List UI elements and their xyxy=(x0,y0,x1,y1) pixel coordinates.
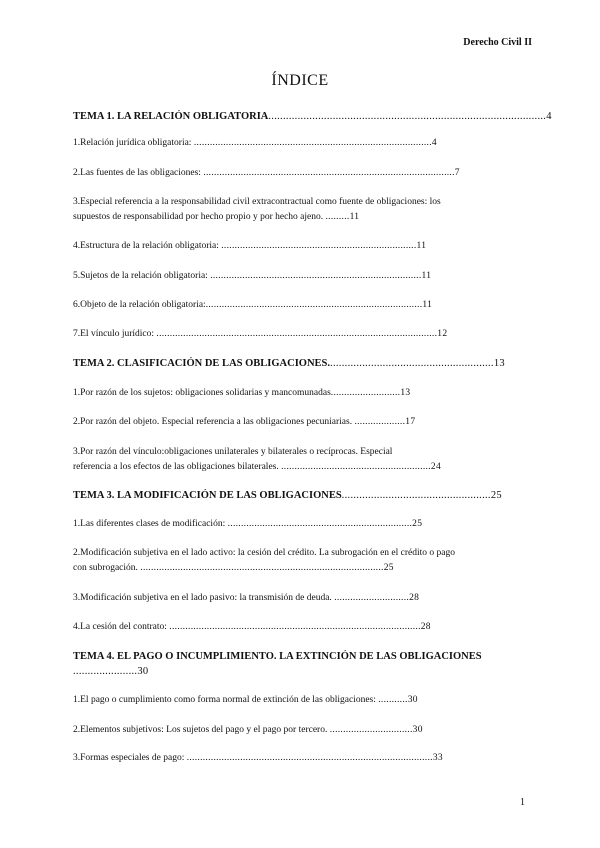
toc-leader-dots: ........................................................ xyxy=(281,462,431,472)
toc-section-line[interactable] xyxy=(73,137,437,150)
toc-chapter-line[interactable] xyxy=(73,489,502,502)
toc-entry-text: con subrogación. xyxy=(73,563,141,573)
toc-page-number: 11 xyxy=(422,300,433,310)
toc-leader-dots: ..................................................................... xyxy=(227,519,413,529)
toc-leader-dots: ............................... xyxy=(329,725,413,735)
toc-chapter-line[interactable] xyxy=(73,357,505,370)
toc-page-number: 7 xyxy=(454,168,460,178)
toc-page-number: 25 xyxy=(412,519,423,529)
toc-entry-text: supuestos de responsabilidad por hecho propio y por hecho ajeno. xyxy=(73,212,326,222)
toc-page-number: 30 xyxy=(412,725,423,735)
toc-chapter-line[interactable] xyxy=(73,665,148,678)
toc-section-line[interactable] xyxy=(73,518,422,531)
toc-section-line[interactable] xyxy=(73,562,394,575)
toc-leader-dots: ........... xyxy=(378,695,408,705)
toc-entry-text: 4.Estructura de la relación obligatoria: xyxy=(73,241,222,251)
toc-entry-text: TEMA 4. EL PAGO O INCUMPLIMIENTO. LA EXTINCIÓN DE LAS OBLIGACIONES xyxy=(73,651,482,662)
toc-section-line[interactable] xyxy=(73,694,418,707)
toc-entry-text: 1.Relación jurídica obligatoria: xyxy=(73,138,194,148)
toc-entry-text: 7.El vínculo jurídico: xyxy=(73,329,157,339)
toc-entry-text: 6.Objeto de la relación obligatoria: xyxy=(73,300,206,310)
toc-leader-dots: ................................................................................. xyxy=(205,300,423,310)
toc-entry-text: 3.Modificación subjetiva en el lado pasivo: la transmisión de deuda. xyxy=(73,593,335,603)
toc-section-line[interactable] xyxy=(73,299,432,312)
toc-entry-text: 3.Especial referencia a la responsabilidad civil extracontractual como fuente de obligaciones: los xyxy=(73,197,441,207)
toc-page-number: 28 xyxy=(420,622,431,632)
toc-entry-text: 2.Elementos subjetivos: Los sujetos del pago y el pago por tercero. xyxy=(73,725,330,735)
toc-entry-text: TEMA 1. LA RELACIÓN OBLIGATORIA xyxy=(73,111,269,122)
toc-entry-text: 2.Por razón del objeto. Especial referencia a las obligaciones pecuniarias. xyxy=(73,417,355,427)
page-number: 1 xyxy=(520,797,525,808)
toc-leader-dots: ...................... xyxy=(73,666,138,677)
toc-entry-text: 3.Formas especiales de pago: xyxy=(73,753,187,763)
toc-leader-dots: ............................................................................................ xyxy=(186,753,433,763)
toc-page-number: 4 xyxy=(431,138,437,148)
toc-section-line[interactable] xyxy=(73,461,441,474)
toc-leader-dots: .............................................................................................. xyxy=(169,622,421,632)
toc-section-line[interactable] xyxy=(73,211,359,224)
toc-section-line[interactable] xyxy=(73,387,410,400)
toc-section-line[interactable] xyxy=(73,416,415,429)
toc-page-number: 11 xyxy=(349,212,360,222)
toc-page-number: 12 xyxy=(437,329,448,339)
toc-page-number: 33 xyxy=(432,753,443,763)
toc-section-line[interactable] xyxy=(73,270,431,283)
toc-page-number: 13 xyxy=(400,388,411,398)
toc-section-line[interactable] xyxy=(73,446,392,459)
toc-leader-dots: ............................ xyxy=(334,593,410,603)
toc-page-number: 13 xyxy=(493,358,505,369)
toc-entry-text: 5.Sujetos de la relación obligatoria: xyxy=(73,271,211,281)
toc-leader-dots: ................... xyxy=(354,417,406,427)
toc-entry-text: 3.Por razón del vínculo:obligaciones unilaterales y bilaterales o recíprocas. Especial xyxy=(73,447,393,457)
toc-section-line[interactable] xyxy=(73,592,419,605)
toc-section-line[interactable] xyxy=(73,724,423,737)
toc-section-line[interactable] xyxy=(73,328,447,341)
toc-page-number: 4 xyxy=(546,111,552,122)
toc-leader-dots: ........................................................................................... xyxy=(140,563,384,573)
running-header: Derecho Civil II xyxy=(463,37,532,48)
toc-section-line[interactable] xyxy=(73,240,426,253)
toc-leader-dots: ............................................................................... xyxy=(210,271,422,281)
toc-page-number: 25 xyxy=(383,563,394,573)
toc-entry-text: 2.Las fuentes de las obligaciones: xyxy=(73,168,204,178)
toc-entry-text: 1.El pago o cumplimiento como forma normal de extinción de las obligaciones: xyxy=(73,695,379,705)
toc-page-number: 30 xyxy=(137,666,149,677)
toc-entry-text: 2.Modificación subjetiva en el lado activo: la cesión del crédito. La subrogación en el crédito o pago xyxy=(73,548,455,558)
toc-section-line[interactable] xyxy=(73,167,460,180)
toc-page-number: 11 xyxy=(416,241,427,251)
toc-page-number: 24 xyxy=(430,462,442,472)
toc-section-line[interactable] xyxy=(73,547,455,560)
toc-entry-text: 1.Las diferentes clases de modificación: xyxy=(73,519,228,529)
toc-section-line[interactable] xyxy=(73,621,431,634)
toc-leader-dots: .......................... xyxy=(330,388,401,398)
toc-entry-text: 1.Por razón de los sujetos: obligaciones solidarias y mancomunadas xyxy=(73,388,331,398)
page-title: ÍNDICE xyxy=(271,72,329,89)
toc-chapter-line[interactable] xyxy=(73,650,482,663)
toc-page-number: 17 xyxy=(405,417,416,427)
toc-entry-text: TEMA 3. LA MODIFICACIÓN DE LAS OBLIGACIONES xyxy=(73,490,342,501)
toc-page-number: 30 xyxy=(407,695,418,705)
toc-leader-dots: ......................................................................................................... xyxy=(156,329,438,339)
toc-section-line[interactable] xyxy=(73,196,441,209)
toc-page-number: 25 xyxy=(490,490,502,501)
toc-leader-dots: ............................................................................................... xyxy=(268,111,547,122)
toc-chapter-line[interactable] xyxy=(73,110,552,123)
toc-entry-text: referencia a los efectos de las obligaciones bilaterales. xyxy=(73,462,282,472)
toc-section-line[interactable] xyxy=(73,752,443,765)
toc-leader-dots: ......................................................................................... xyxy=(193,138,432,148)
toc-leader-dots: ......................................................................... xyxy=(221,241,417,251)
toc-leader-dots: ......... xyxy=(325,212,350,222)
toc-leader-dots: .............................................................................................. xyxy=(203,168,455,178)
toc-entry-text: TEMA 2. CLASIFICACIÓN DE LAS OBLIGACIONES. xyxy=(73,358,331,369)
toc-leader-dots: ................................................... xyxy=(341,490,491,501)
toc-entry-text: 4.La cesión del contrato: xyxy=(73,622,170,632)
toc-leader-dots: ........................................................ xyxy=(330,358,494,369)
toc-page-number: 11 xyxy=(421,271,432,281)
toc-page-number: 28 xyxy=(409,593,420,603)
